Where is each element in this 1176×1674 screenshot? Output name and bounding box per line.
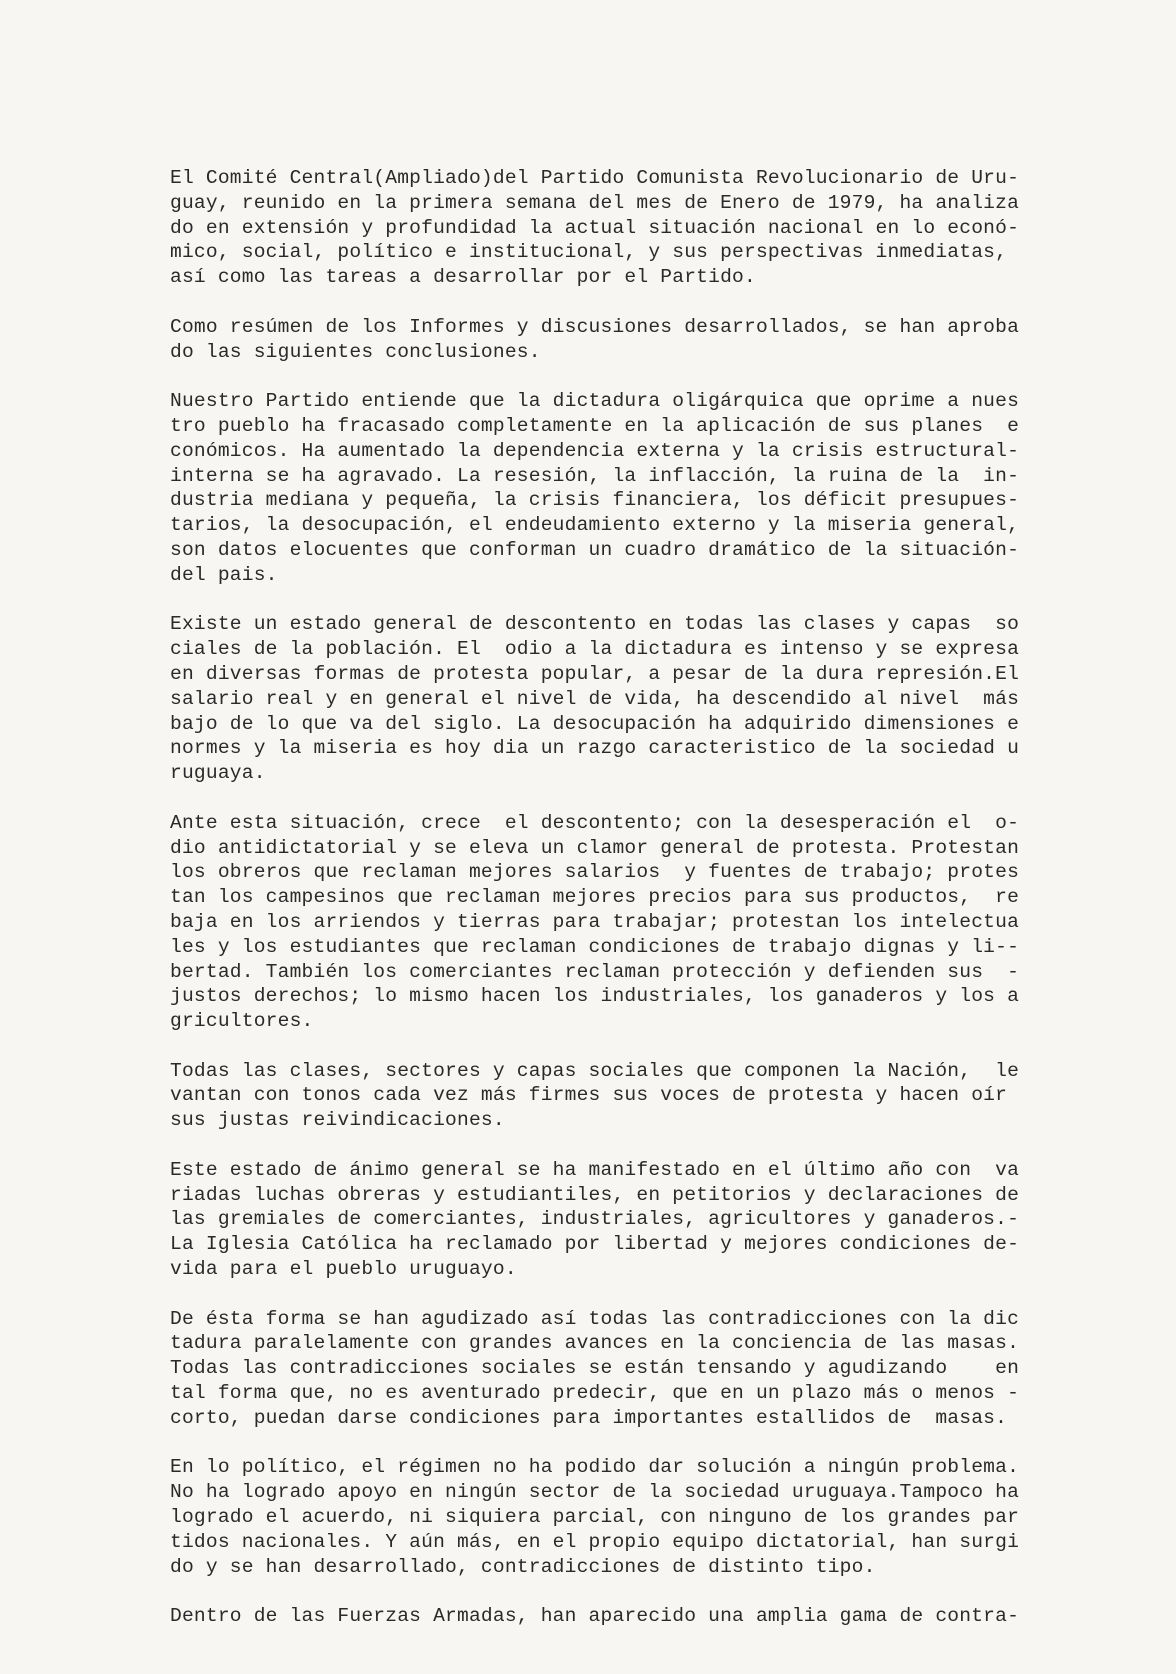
text-line: do las siguientes conclusiones. [170, 340, 541, 363]
text-line: ruguaya. [170, 762, 266, 785]
text-line: riadas luchas obreras y estudiantiles, en petitorios y declaraciones de [170, 1183, 1020, 1206]
text-line: tidos nacionales. Y aún más, en el propio equipo dictatorial, han surgi [170, 1530, 1020, 1553]
paragraph [170, 811, 1130, 1034]
text-line: los obreros que reclaman mejores salarios y fuentes de trabajo; protes [170, 861, 1020, 884]
text-line: ciales de la población. El odio a la dictadura es intenso y se expresa [170, 638, 1020, 661]
paragraph [170, 612, 1130, 786]
text-line: las gremiales de comerciantes, industriales, agricultores y ganaderos.- [170, 1208, 1020, 1231]
text-line: corto, puedan darse condiciones para importantes estallidos de masas. [170, 1406, 1008, 1429]
text-line: bajo de lo que va del siglo. La desocupación ha adquirido dimensiones e [170, 712, 1020, 735]
paragraph [170, 166, 1130, 290]
text-line: En lo político, el régimen no ha podido dar solución a ningún problema. [170, 1456, 1020, 1479]
paragraph [170, 1604, 1130, 1629]
text-line: Como resúmen de los Informes y discusiones desarrollados, se han aproba [170, 315, 1020, 338]
text-line: normes y la miseria es hoy dia un razgo caracteristico de la sociedad u [170, 737, 1020, 760]
text-line: No ha logrado apoyo en ningún sector de la sociedad uruguaya.Tampoco ha [170, 1481, 1020, 1504]
text-line: del pais. [170, 563, 278, 586]
text-line: tro pueblo ha fracasado completamente en la aplicación de sus planes e [170, 414, 1020, 437]
text-line: Todas las contradicciones sociales se están tensando y agudizando en [170, 1357, 1020, 1380]
text-line: tadura paralelamente con grandes avances en la conciencia de las masas. [170, 1332, 1020, 1355]
paragraph [170, 1059, 1130, 1133]
paragraph [170, 389, 1130, 587]
text-line: Todas las clases, sectores y capas sociales que componen la Nación, le [170, 1059, 1020, 1082]
text-line: vantan con tonos cada vez más firmes sus voces de protesta y hacen oír [170, 1084, 1008, 1107]
text-line: logrado el acuerdo, ni siquiera parcial, con ninguno de los grandes par [170, 1506, 1020, 1529]
paragraph [170, 1455, 1130, 1579]
text-line: justos derechos; lo mismo hacen los industriales, los ganaderos y los a [170, 985, 1020, 1008]
text-line: Existe un estado general de descontento en todas las clases y capas so [170, 613, 1020, 636]
text-line: do y se han desarrollado, contradicciones de distinto tipo. [170, 1555, 876, 1578]
text-line: tal forma que, no es aventurado predecir, que en un plazo más o menos - [170, 1382, 1020, 1405]
text-line: les y los estudiantes que reclaman condiciones de trabajo dignas y li-- [170, 935, 1020, 958]
text-line: De ésta forma se han agudizado así todas las contradicciones con la dic [170, 1307, 1020, 1330]
text-line: La Iglesia Católica ha reclamado por libertad y mejores condiciones de- [170, 1233, 1020, 1256]
text-line: así como las tareas a desarrollar por el Partido. [170, 266, 756, 289]
text-line: sus justas reivindicaciones. [170, 1109, 505, 1132]
text-line: tarios, la desocupación, el endeudamiento externo y la miseria general, [170, 514, 1020, 537]
text-line: Nuestro Partido entiende que la dictadura oligárquica que oprime a nues [170, 390, 1020, 413]
text-line: conómicos. Ha aumentado la dependencia externa y la crisis estructural- [170, 439, 1020, 462]
text-line: son datos elocuentes que conforman un cuadro dramático de la situación- [170, 538, 1020, 561]
text-line: vida para el pueblo uruguayo. [170, 1258, 517, 1281]
document-body [170, 166, 1130, 1654]
text-line: Este estado de ánimo general se ha manifestado en el último año con va [170, 1158, 1020, 1181]
text-line: baja en los arriendos y tierras para trabajar; protestan los intelectua [170, 910, 1020, 933]
paragraph [170, 315, 1130, 365]
text-line: guay, reunido en la primera semana del mes de Enero de 1979, ha analiza [170, 191, 1020, 214]
text-line: salario real y en general el nivel de vida, ha descendido al nivel más [170, 687, 1020, 710]
text-line: en diversas formas de protesta popular, a pesar de la dura represión.El [170, 662, 1020, 685]
text-line: dio antidictatorial y se eleva un clamor general de protesta. Protestan [170, 836, 1020, 859]
paragraph [170, 1307, 1130, 1431]
text-line: interna se ha agravado. La resesión, la inflacción, la ruina de la in- [170, 464, 1020, 487]
text-line: Ante esta situación, crece el descontento; con la desesperación el o- [170, 811, 1020, 834]
text-line: dustria mediana y pequeña, la crisis financiera, los déficit presupues- [170, 489, 1020, 512]
text-line: do en extensión y profundidad la actual situación nacional en lo econó- [170, 216, 1020, 239]
text-line: Dentro de las Fuerzas Armadas, han aparecido una amplia gama de contra- [170, 1605, 1020, 1628]
paragraph [170, 1158, 1130, 1282]
text-line: bertad. También los comerciantes reclaman protección y defienden sus - [170, 960, 1020, 983]
text-line: El Comité Central(Ampliado)del Partido Comunista Revolucionario de Uru- [170, 167, 1020, 189]
text-line: gricultores. [170, 1010, 314, 1033]
text-line: mico, social, político e institucional, y sus perspectivas inmediatas, [170, 241, 1008, 264]
text-line: tan los campesinos que reclaman mejores precios para sus productos, re [170, 886, 1020, 909]
